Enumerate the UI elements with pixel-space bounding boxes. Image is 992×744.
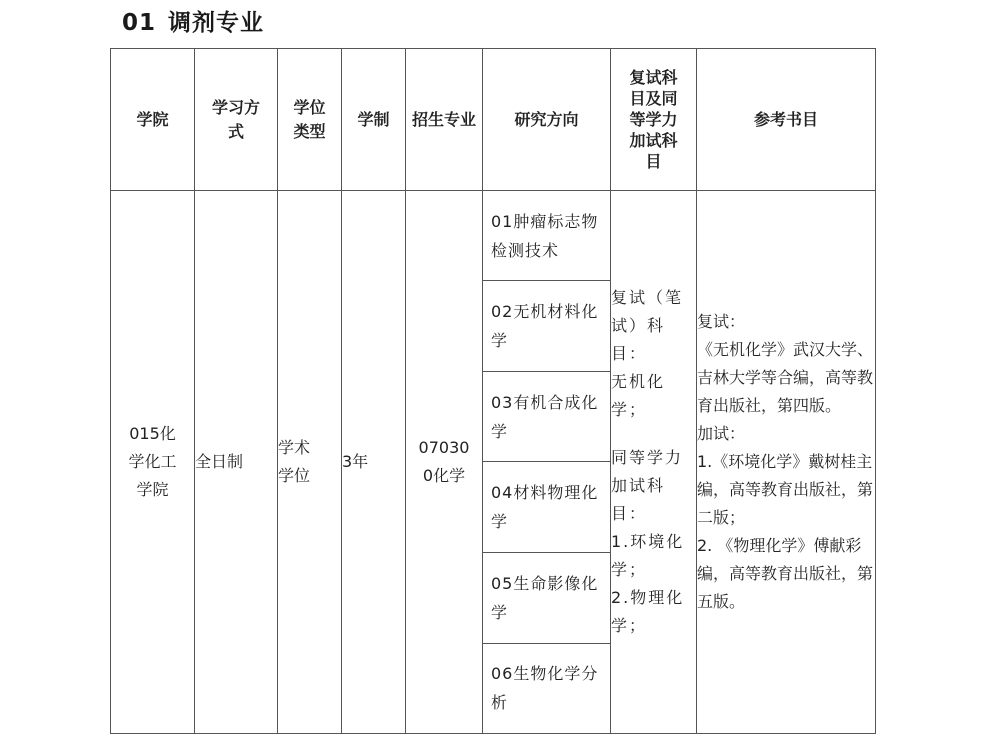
ref-extra-book-1: 1.《环境化学》戴树桂主编，高等教育出版社，第二版； bbox=[697, 452, 874, 527]
ref-retest-book: 《无机化学》武汉大学、吉林大学等合编，高等教育出版社，第四版。 bbox=[697, 340, 874, 415]
section-number: 01 bbox=[122, 10, 157, 36]
cell-duration: 3年 bbox=[342, 191, 406, 734]
program-row bbox=[111, 191, 876, 734]
header-retest-subjects: 复试科目及同等学力加试科目 bbox=[611, 49, 697, 191]
header-college: 学院 bbox=[111, 49, 195, 191]
direction-item: 06生物化学分析 bbox=[491, 664, 599, 713]
header-duration: 学制 bbox=[342, 49, 406, 191]
section-title bbox=[122, 4, 264, 37]
section-title-text: 调剂专业 bbox=[168, 10, 265, 36]
header-study-mode: 学习方式 bbox=[195, 49, 278, 191]
retest-written-label: 复试（笔试）科目： bbox=[611, 288, 684, 363]
cell-retest-subjects bbox=[611, 191, 697, 734]
cell-degree-type: 学术学位 bbox=[278, 191, 342, 734]
retest-written-subject: 无机化学； bbox=[611, 372, 666, 419]
equivalent-label: 同等学力加试科目： bbox=[611, 448, 684, 523]
equivalent-subject-1: 1.环境化学； bbox=[611, 532, 685, 579]
direction-item: 04材料物理化学 bbox=[483, 462, 610, 553]
direction-item: 02无机材料化学 bbox=[483, 281, 610, 372]
ref-extra-book-2: 2. 《物理化学》傅献彩编，高等教育出版社，第五版。 bbox=[697, 536, 874, 611]
direction-item: 03有机合成化学 bbox=[483, 371, 610, 462]
direction-item: 05生命影像化学 bbox=[483, 552, 610, 643]
equivalent-subject-2: 2.物理化学； bbox=[611, 588, 685, 635]
cell-study-mode: 全日制 bbox=[195, 191, 278, 734]
cell-college: 015化学化工学院 bbox=[111, 191, 195, 734]
header-major: 招生专业 bbox=[406, 49, 483, 191]
cell-research-directions bbox=[483, 191, 611, 734]
header-research-direction: 研究方向 bbox=[483, 49, 611, 191]
header-row bbox=[111, 49, 876, 191]
cell-major: 070300化学 bbox=[406, 191, 483, 734]
ref-retest-label: 复试： bbox=[697, 312, 746, 331]
header-reference-books: 参考书目 bbox=[697, 49, 876, 191]
program-table bbox=[110, 48, 876, 734]
header-degree-type: 学位类型 bbox=[278, 49, 342, 191]
cell-reference-books bbox=[697, 191, 876, 734]
direction-item: 01肿瘤标志物检测技术 bbox=[483, 191, 610, 281]
ref-extra-label: 加试： bbox=[697, 424, 746, 443]
